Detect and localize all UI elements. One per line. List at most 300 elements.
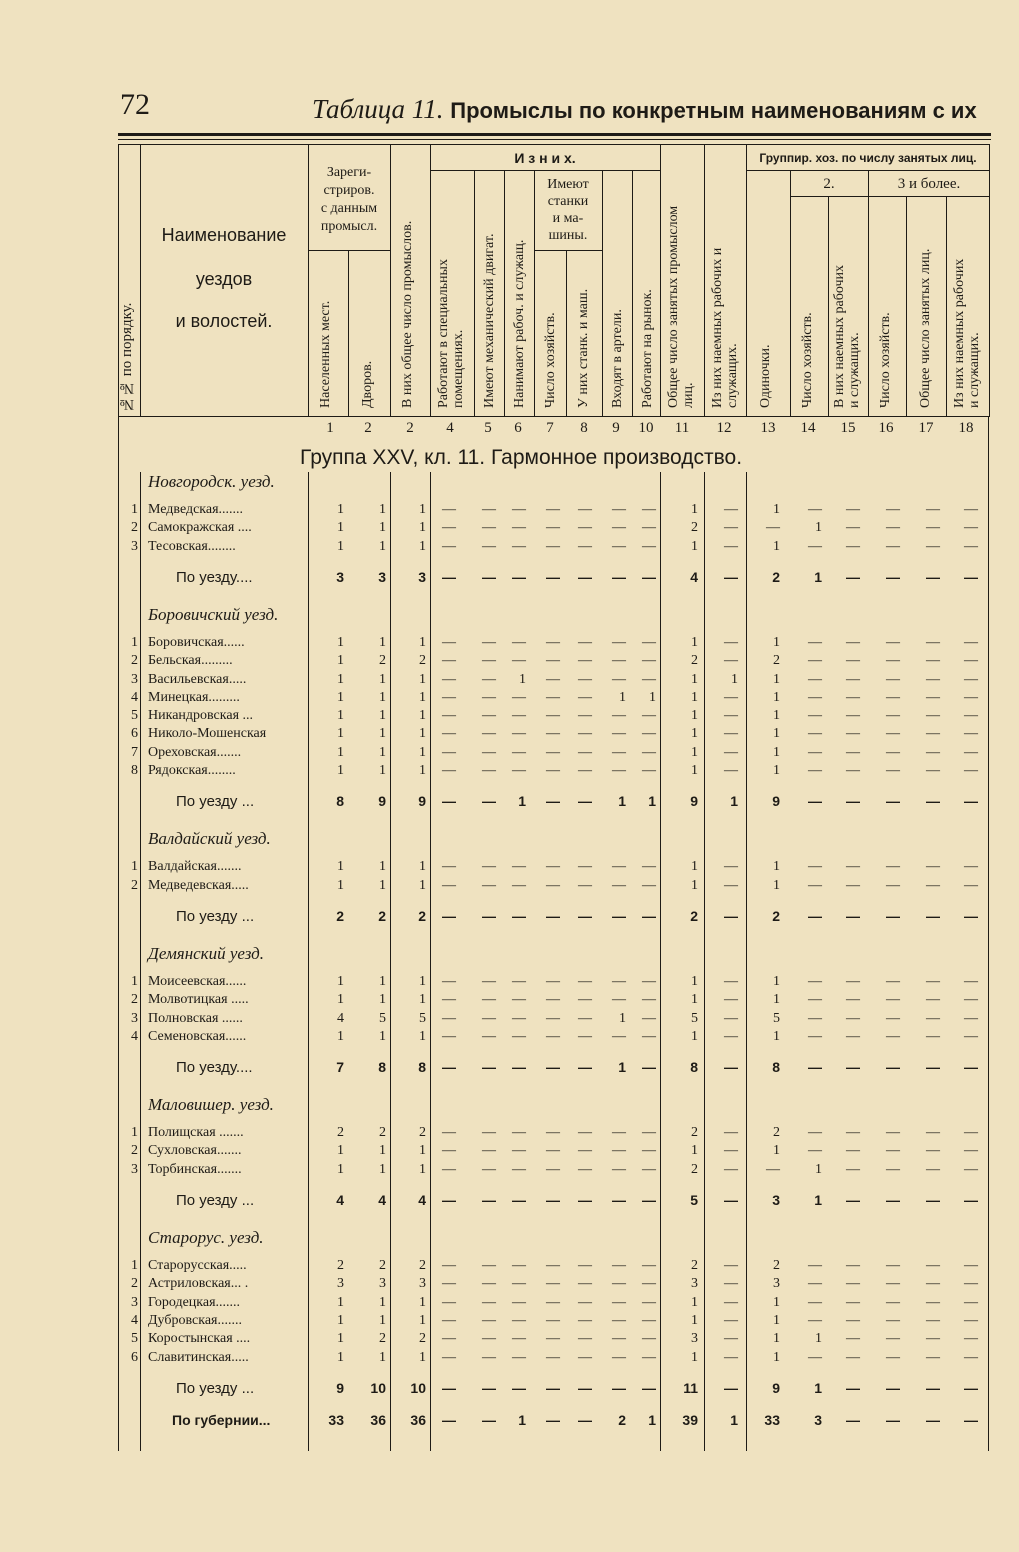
cell-value: — (964, 671, 978, 687)
cell-value: — (846, 1010, 860, 1026)
cell-value: 1 (337, 859, 344, 875)
row-name: Полновская ...... (148, 1010, 243, 1026)
cell-value: — (512, 1125, 526, 1141)
cell-value: — (482, 1161, 496, 1177)
three-hired-header: Из них наемных рабочих и служащих. (952, 258, 982, 408)
cell-value: — (512, 1294, 526, 1310)
cell-value: 3 (691, 1276, 698, 1292)
cell-value: 2 (379, 653, 386, 669)
cell-value: 9 (690, 793, 698, 810)
cell-value: — (926, 1028, 940, 1044)
cell-value: 8 (378, 1059, 386, 1076)
two-hired-header: В них наемных рабочих и служащих. (832, 264, 862, 408)
cell-value: — (482, 1294, 496, 1310)
cell-value: — (846, 568, 860, 585)
cell-value: — (546, 1331, 560, 1347)
cell-value: 2 (691, 520, 698, 536)
cell-value: 1 (773, 708, 780, 724)
cell-value: — (886, 1143, 900, 1159)
cell-value: — (808, 708, 822, 724)
cell-value: — (546, 1379, 560, 1396)
cell-value: — (512, 1276, 526, 1292)
cell-value: — (642, 1192, 656, 1208)
cell-value: — (724, 634, 738, 650)
cell-value: — (482, 859, 496, 875)
row-index: 1 (131, 859, 138, 875)
cell-value: 1 (649, 689, 656, 705)
cell-value: 10 (370, 1379, 386, 1396)
cell-value: — (512, 520, 526, 536)
cell-value: — (512, 763, 526, 778)
cell-value: — (442, 973, 456, 989)
cell-value: — (964, 1161, 978, 1177)
cell-value: — (886, 1312, 900, 1328)
table-row (118, 635, 990, 653)
cell-value: — (926, 877, 940, 893)
cell-value: 1 (691, 538, 698, 554)
cell-value: — (546, 634, 560, 650)
cell-value: 1 (773, 1294, 780, 1310)
cell-value: — (546, 726, 560, 742)
cell-value: 1 (419, 744, 426, 760)
cell-value: — (578, 520, 592, 536)
cell-value: — (612, 907, 626, 924)
cell-value: 3 (814, 1411, 822, 1428)
cell-value: — (926, 653, 940, 669)
have-machines-header: Имеют станки и ма- шины. (547, 177, 589, 243)
cell-value: — (546, 1312, 560, 1328)
cell-value: — (846, 1125, 860, 1141)
cell-value: — (612, 1143, 626, 1159)
cell-value: — (546, 1059, 560, 1076)
cell-value: 1 (379, 973, 386, 989)
cell-value: — (546, 568, 560, 585)
cell-value: 1 (773, 744, 780, 760)
cell-value: — (442, 538, 456, 554)
cell-value: — (964, 1331, 978, 1347)
cell-value: — (612, 1294, 626, 1310)
cell-value: 3 (379, 1276, 386, 1292)
cell-value: — (546, 973, 560, 989)
special-premises-header: Работают в специальных помещениях. (436, 259, 466, 408)
cell-value: 1 (337, 1331, 344, 1347)
cell-value: — (926, 973, 940, 989)
column-number: 12 (716, 420, 732, 436)
cell-value: — (546, 992, 560, 1008)
cell-value: — (642, 1276, 656, 1292)
cell-value: — (482, 877, 496, 893)
row-index: 3 (131, 538, 138, 554)
cell-value: — (642, 1143, 656, 1159)
cell-value: — (964, 1028, 978, 1044)
cell-value: 2 (691, 1161, 698, 1177)
cell-value: — (442, 1258, 456, 1273)
cell-value: 1 (773, 1028, 780, 1044)
row-index: 4 (131, 1028, 138, 1044)
row-name: По уезду ... (176, 1379, 255, 1397)
cell-value: — (964, 992, 978, 1008)
cell-value: — (442, 1010, 456, 1026)
cell-value: — (578, 1379, 592, 1396)
cell-value: — (886, 568, 900, 585)
total-row (118, 569, 990, 587)
cell-value: 1 (379, 634, 386, 650)
cell-value: — (578, 1028, 592, 1044)
cell-value: — (578, 992, 592, 1008)
cell-value: — (578, 907, 592, 924)
row-name: Торбинская....... (148, 1161, 242, 1177)
market-header: Работают на рынок. (640, 289, 655, 408)
cell-value: — (442, 793, 456, 810)
cell-value: — (808, 793, 822, 810)
cell-value: — (512, 1059, 526, 1076)
cell-value: — (546, 763, 560, 778)
cell-value: — (642, 1161, 656, 1177)
cell-value: — (766, 1161, 780, 1177)
cell-value: 2 (418, 907, 426, 924)
cell-value: — (442, 1294, 456, 1310)
cell-value: 1 (379, 859, 386, 875)
table-row (118, 1125, 990, 1143)
cell-value: — (578, 538, 592, 554)
cell-value: 1 (379, 1143, 386, 1159)
cell-value: — (642, 1125, 656, 1141)
cell-value: 1 (337, 726, 344, 742)
cell-value: — (578, 689, 592, 705)
cell-value: 5 (773, 1010, 780, 1026)
table-row (118, 1162, 990, 1180)
cell-value: 1 (618, 1059, 626, 1076)
cell-value: — (724, 877, 738, 893)
total-persons-header: Общее число занятых промыслом лиц. (666, 205, 696, 408)
column-number: 8 (580, 420, 588, 436)
cell-value: — (512, 1028, 526, 1044)
of-them-header: И з н и х. (514, 150, 576, 166)
cell-value: — (578, 1331, 592, 1347)
cell-value: — (442, 992, 456, 1008)
cell-value: — (442, 520, 456, 536)
cell-value: — (886, 671, 900, 687)
cell-value: — (612, 653, 626, 669)
cell-value: — (642, 1258, 656, 1273)
cell-value: 1 (691, 1349, 698, 1365)
cell-value: 2 (419, 1258, 426, 1273)
cell-value: — (808, 671, 822, 687)
cell-value: 1 (773, 1331, 780, 1347)
row-index: 3 (131, 1161, 138, 1177)
cell-value: — (546, 907, 560, 924)
cell-value: — (546, 793, 560, 810)
cell-value: — (512, 1331, 526, 1347)
cell-value: — (964, 1276, 978, 1292)
cell-value: — (886, 1192, 900, 1208)
cell-value: — (926, 1379, 940, 1396)
cell-value: — (724, 1258, 738, 1273)
cell-value: — (482, 502, 496, 517)
cell-value: — (642, 1059, 656, 1076)
cell-value: 1 (379, 763, 386, 778)
cell-value: — (642, 502, 656, 517)
cell-value: — (546, 1276, 560, 1292)
cell-value: 1 (419, 1349, 426, 1365)
row-index: 3 (131, 1010, 138, 1026)
cell-value: — (512, 1349, 526, 1365)
row-index: 5 (131, 1331, 138, 1347)
cell-value: 1 (379, 1294, 386, 1310)
cell-value: — (724, 1161, 738, 1177)
cell-value: — (512, 538, 526, 554)
cell-value: 1 (691, 744, 698, 760)
cell-value: — (546, 538, 560, 554)
cell-value: — (846, 973, 860, 989)
cell-value: 1 (337, 1349, 344, 1365)
cell-value: — (846, 726, 860, 742)
row-name: Ореховская....... (148, 744, 242, 760)
cell-value: — (964, 726, 978, 742)
cell-value: — (482, 726, 496, 742)
district-heading: Новгородск. уезд. (148, 472, 275, 491)
district-heading: Валдайский уезд. (148, 829, 271, 849)
cell-value: — (442, 502, 456, 517)
row-name: Самокражская .... (148, 520, 252, 536)
cell-value: 1 (773, 689, 780, 705)
cell-value: 1 (773, 973, 780, 989)
cell-value: — (642, 744, 656, 760)
cell-value: 2 (419, 1125, 426, 1141)
cell-value: — (512, 689, 526, 705)
column-number: 11 (674, 420, 690, 436)
total-row (118, 908, 990, 926)
total-row (118, 1192, 990, 1210)
cell-value: 1 (691, 1143, 698, 1159)
cell-value: — (442, 653, 456, 669)
mech-engine-header: Имеют механический двигат. (482, 233, 497, 408)
cell-value: — (886, 1161, 900, 1177)
cell-value: 1 (691, 502, 698, 517)
cell-value: — (612, 992, 626, 1008)
cell-value: — (442, 726, 456, 742)
row-index: 1 (131, 634, 138, 650)
cell-value: — (886, 1349, 900, 1365)
title-rule-thin (118, 139, 991, 140)
cell-value: 1 (619, 689, 626, 705)
column-number: 10 (638, 420, 654, 436)
col-number-header: №№ по порядку. (119, 302, 135, 412)
row-name: Васильевская..... (148, 671, 247, 687)
district-heading: Демянский уезд. (148, 943, 264, 963)
cell-value: 11 (683, 1379, 698, 1396)
cell-value: 1 (691, 859, 698, 875)
cell-value: — (612, 634, 626, 650)
cell-value: 2 (379, 1258, 386, 1273)
cell-value: — (612, 973, 626, 989)
column-number: 1 (326, 420, 334, 436)
cell-value: 1 (419, 520, 426, 536)
row-index: 2 (131, 653, 138, 669)
cell-value: 1 (618, 793, 626, 810)
cell-value: — (808, 1276, 822, 1292)
page-title (312, 94, 977, 125)
cell-value: — (846, 992, 860, 1008)
row-index: 2 (131, 877, 138, 893)
cell-value: — (512, 973, 526, 989)
cell-value: 9 (336, 1379, 344, 1396)
cell-value: 1 (419, 859, 426, 875)
cell-value: 1 (691, 877, 698, 893)
cell-value: — (612, 1331, 626, 1347)
cell-value: 5 (419, 1010, 426, 1026)
table-row (118, 708, 990, 726)
cell-value: — (442, 1143, 456, 1159)
row-index: 1 (131, 1125, 138, 1141)
cell-value: 1 (730, 1411, 738, 1428)
cell-value: — (642, 859, 656, 875)
table-row (118, 653, 990, 671)
cell-value: 1 (419, 1312, 426, 1328)
cell-value: — (512, 992, 526, 1008)
cell-value: 1 (419, 1294, 426, 1310)
hire-workers-header: Нанимают рабоч. и служащ. (512, 239, 527, 408)
cell-value: — (578, 1010, 592, 1026)
cell-value: 1 (337, 1312, 344, 1328)
row-index: 6 (131, 726, 138, 742)
cell-value: — (578, 859, 592, 875)
cell-value: — (724, 708, 738, 724)
column-number: 18 (958, 420, 974, 436)
single-header: Одиночки. (758, 344, 773, 408)
cell-value: — (612, 1258, 626, 1273)
cell-value: — (808, 1294, 822, 1310)
row-index: 8 (131, 763, 138, 778)
row-name: По уезду.... (176, 1059, 253, 1077)
cell-value: — (846, 1192, 860, 1208)
cell-value: — (482, 1143, 496, 1159)
cell-value: — (808, 992, 822, 1008)
cell-value: — (612, 1312, 626, 1328)
cell-value: — (642, 1294, 656, 1310)
cell-value: 1 (337, 744, 344, 760)
row-name: По губернии... (172, 1411, 271, 1428)
row-index: 1 (131, 1258, 138, 1273)
cell-value: — (808, 859, 822, 875)
cell-value: 1 (773, 992, 780, 1008)
cell-value: — (442, 907, 456, 924)
cell-value: — (886, 973, 900, 989)
cell-value: — (512, 1312, 526, 1328)
cell-value: — (724, 992, 738, 1008)
cell-value: 9 (418, 793, 426, 810)
cell-value: — (846, 634, 860, 650)
cell-value: — (482, 763, 496, 778)
cell-value: — (612, 1028, 626, 1044)
cell-value: — (442, 744, 456, 760)
cell-value: — (846, 1143, 860, 1159)
table-row (118, 539, 990, 557)
name-header (142, 224, 306, 332)
cell-value: — (512, 653, 526, 669)
cell-value: 3 (378, 568, 386, 585)
cell-value: — (886, 763, 900, 778)
cell-value: — (578, 1143, 592, 1159)
cell-value: 1 (773, 1143, 780, 1159)
cell-value: 1 (773, 634, 780, 650)
cell-value: — (846, 744, 860, 760)
table-row (118, 859, 990, 877)
row-name: Рядокская........ (148, 763, 236, 778)
cell-value: — (512, 726, 526, 742)
cell-value: — (964, 907, 978, 924)
cell-value: 1 (691, 1312, 698, 1328)
cell-value: — (886, 1411, 900, 1428)
cell-value: 2 (691, 653, 698, 669)
cell-value: — (964, 973, 978, 989)
row-index: 2 (131, 1276, 138, 1292)
table-row (118, 1276, 990, 1294)
cell-value: — (926, 502, 940, 517)
cell-value: 1 (379, 877, 386, 893)
cell-value: — (642, 1028, 656, 1044)
row-index: 6 (131, 1349, 138, 1365)
cell-value: — (808, 502, 822, 517)
cell-value: — (512, 1379, 526, 1396)
cell-value: 36 (410, 1411, 426, 1428)
cell-value: — (926, 763, 940, 778)
cell-value: — (886, 520, 900, 536)
cell-value: — (926, 1312, 940, 1328)
cell-value: 2 (773, 1258, 780, 1273)
cell-value: — (482, 1349, 496, 1365)
cell-value: 2 (336, 907, 344, 924)
cell-value: 9 (378, 793, 386, 810)
table-number: Таблица 11. (312, 94, 444, 124)
cell-value: — (482, 1276, 496, 1292)
cell-value: 1 (379, 1312, 386, 1328)
cell-value: 1 (379, 520, 386, 536)
cell-value: 2 (618, 1411, 626, 1428)
cell-value: 3 (419, 1276, 426, 1292)
cell-value: — (642, 763, 656, 778)
cell-value: 1 (773, 671, 780, 687)
cell-value: 1 (773, 859, 780, 875)
cell-value: 5 (379, 1010, 386, 1026)
cell-value: 33 (328, 1411, 344, 1428)
cell-value: — (546, 502, 560, 517)
cell-value: — (482, 653, 496, 669)
cell-value: — (964, 708, 978, 724)
cell-value: 1 (419, 992, 426, 1008)
cell-value: — (846, 689, 860, 705)
cell-value: — (964, 1379, 978, 1396)
column-number: 17 (918, 420, 934, 436)
cell-value: 1 (648, 1411, 656, 1428)
cell-value: — (482, 568, 496, 585)
cell-value: 7 (336, 1059, 344, 1076)
column-number: 9 (612, 420, 620, 436)
cell-value: 4 (378, 1192, 386, 1208)
row-name: Славитинская..... (148, 1349, 249, 1365)
cell-value: — (886, 689, 900, 705)
cell-value: — (964, 1192, 978, 1208)
table-row (118, 1011, 990, 1029)
cell-value: — (886, 502, 900, 517)
cell-value: 1 (379, 992, 386, 1008)
cell-value: — (612, 502, 626, 517)
cell-value: 1 (691, 973, 698, 989)
cell-value: — (642, 726, 656, 742)
cell-value: — (926, 1059, 940, 1076)
cell-value: — (964, 1010, 978, 1026)
cell-value: — (724, 973, 738, 989)
